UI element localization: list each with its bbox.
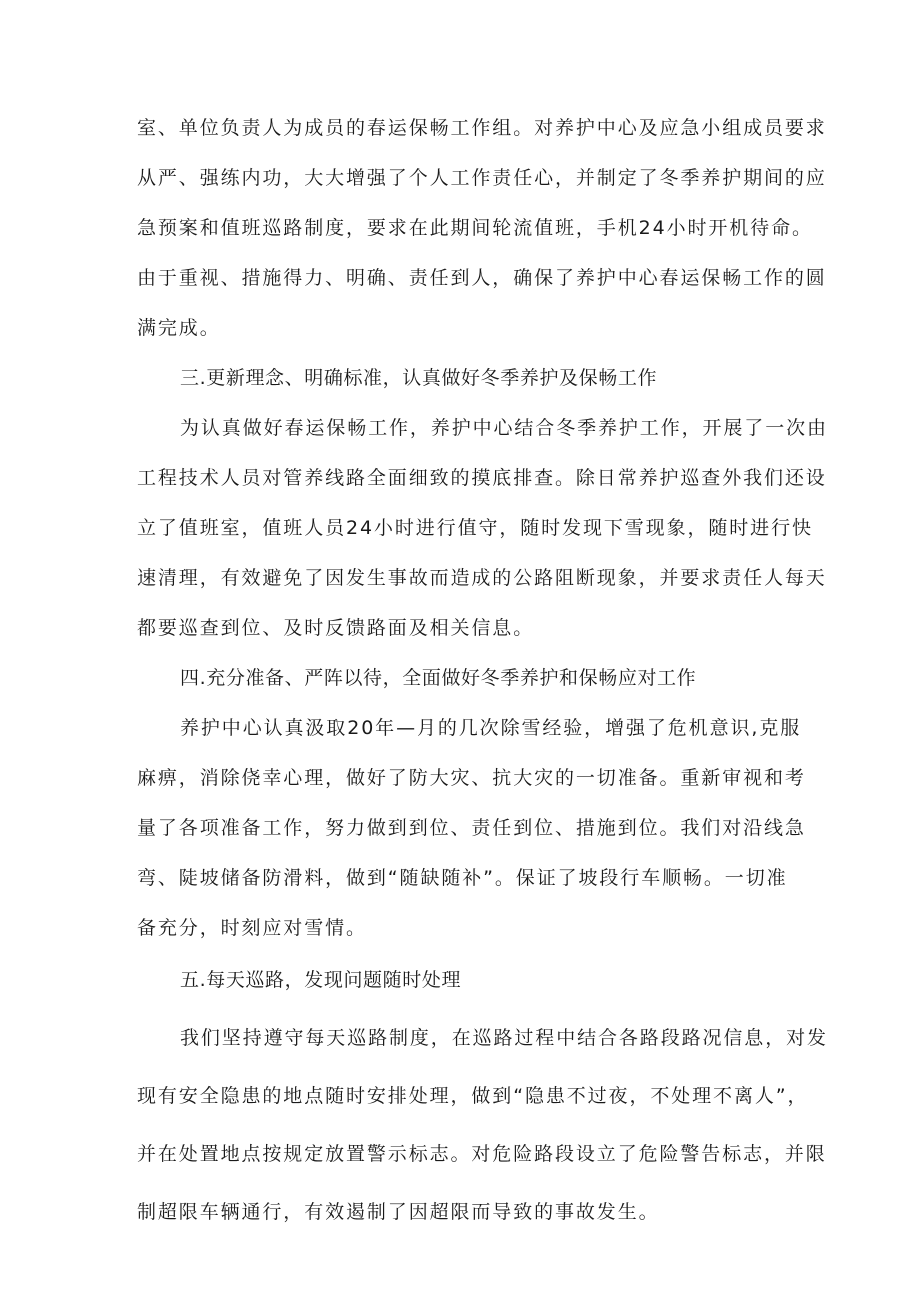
para3-line-2: 麻痹，消除侥幸心理，做好了防大灾、抗大灾的一切准备。重新审视和考	[137, 767, 806, 789]
para2-line-3: 立了值班室，值班人员24小时进行值守，随时发现下雪现象，随时进行快	[137, 517, 813, 539]
section-heading-5: 五.每天巡路，发现问题随时处理	[180, 969, 462, 991]
para1-line-1: 室、单位负责人为成员的春运保畅工作组。对养护中心及应急小组成员要求	[137, 117, 827, 139]
para2-line-4: 速清理，有效避免了因发生事故而造成的公路阻断现象，并要求责任人每天	[137, 567, 827, 589]
para3-line-3: 量了各项准备工作，努力做到到位、责任到位、措施到位。我们对沿线急	[137, 817, 806, 839]
para4-line-2: 现有安全隐患的地点随时安排处理，做到“隐患不过夜，不处理不离人”，	[137, 1085, 809, 1107]
section-heading-4: 四.充分准备、严阵以待，全面做好冬季养护和保畅应对工作	[180, 667, 697, 689]
para4-line-1: 我们坚持遵守每天巡路制度，在巡路过程中结合各路段路况信息，对发	[180, 1027, 828, 1049]
para4-line-3: 并在处置地点按规定放置警示标志。对危险路段设立了危险警告标志，并限	[137, 1143, 827, 1165]
para1-line-4: 由于重视、措施得力、明确、责任到人，确保了养护中心春运保畅工作的圆	[137, 267, 827, 289]
para2-line-2: 工程技术人员对管养线路全面细致的摸底排查。除日常养护巡查外我们还设	[137, 467, 827, 489]
para3-line-5: 备充分，时刻应对雪情。	[137, 917, 367, 939]
section-heading-3: 三.更新理念、明确标准，认真做好冬季养护及保畅工作	[180, 367, 658, 389]
para4-line-4: 制超限车辆通行，有效遏制了因超限而导致的事故发生。	[137, 1201, 660, 1223]
para2-line-1: 为认真做好春运保畅工作，养护中心结合冬季养护工作，开展了一次由	[180, 417, 828, 439]
para2-line-5: 都要巡查到位、及时反馈路面及相关信息。	[137, 617, 535, 639]
para1-line-3: 急预案和值班巡路制度，要求在此期间轮流值班，手机24小时开机待命。	[137, 217, 813, 239]
para3-line-1: 养护中心认真汲取20年—月的几次除雪经验，增强了危机意识,克服	[180, 717, 802, 739]
para1-line-2: 从严、强练内功，大大增强了个人工作责任心，并制定了冬季养护期间的应	[137, 167, 827, 189]
para3-line-4: 弯、陡坡储备防滑料，做到“随缺随补”。保证了坡段行车顺畅。一切准	[137, 867, 788, 889]
para1-line-5: 满完成。	[137, 317, 221, 339]
